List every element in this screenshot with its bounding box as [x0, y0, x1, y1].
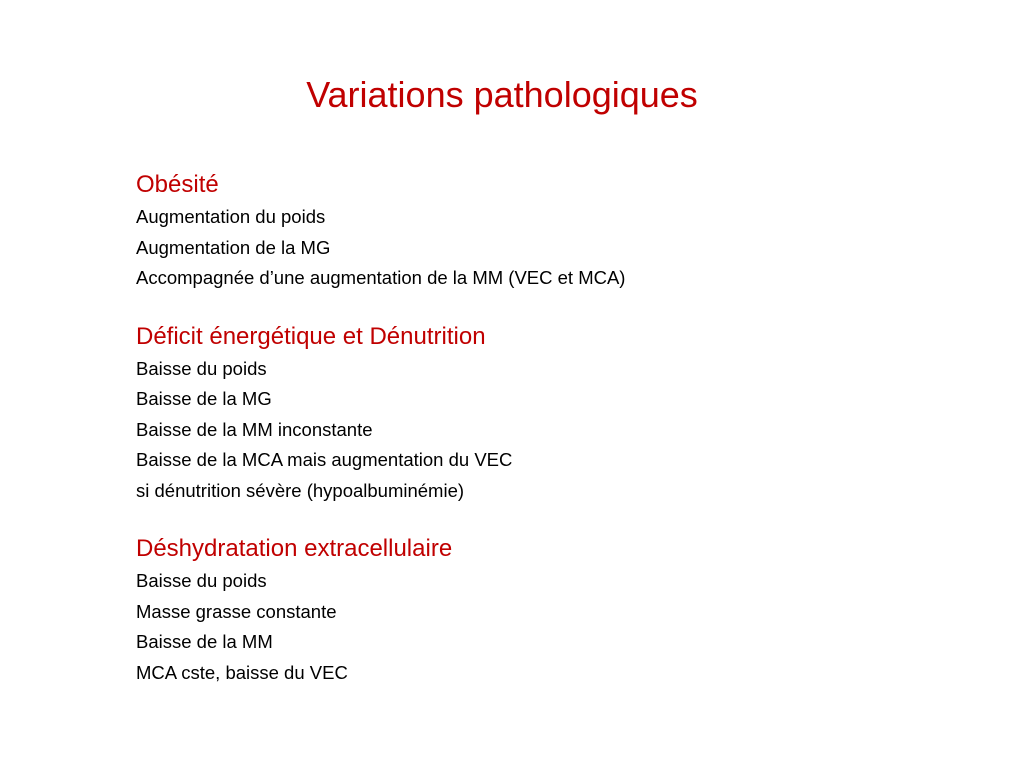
section-line: Baisse du poids [136, 357, 267, 379]
section-line: Augmentation de la MG [136, 236, 331, 258]
section-heading: Obésité [136, 171, 219, 198]
section-line: Accompagnée d’une augmentation de la MM (VEC et MCA) [136, 267, 626, 288]
section-line: si dénutrition sévère (hypoalbuminémie) [136, 479, 465, 501]
section-line: Augmentation du poids [136, 206, 326, 227]
section-line: Baisse de la MCA mais augmentation du VEC [136, 449, 513, 470]
section-deficit-denutrition [136, 320, 996, 507]
section-line: Baisse de la MM [136, 631, 273, 652]
section-line: Baisse de la MM inconstante [136, 418, 373, 440]
slide-title: Variations pathologiques [306, 74, 698, 115]
section-line: Baisse de la MG [136, 388, 272, 409]
section-heading: Déshydratation extracellulaire [136, 535, 453, 562]
section-line: Baisse du poids [136, 570, 267, 591]
section-line: MCA cste, baisse du VEC [136, 661, 348, 683]
section-heading: Déficit énergétique et Dénutrition [136, 322, 486, 350]
section-obesite [136, 168, 996, 294]
section-deshydratation [136, 532, 996, 688]
section-line: Masse grasse constante [136, 600, 337, 622]
slide-body [136, 168, 996, 714]
